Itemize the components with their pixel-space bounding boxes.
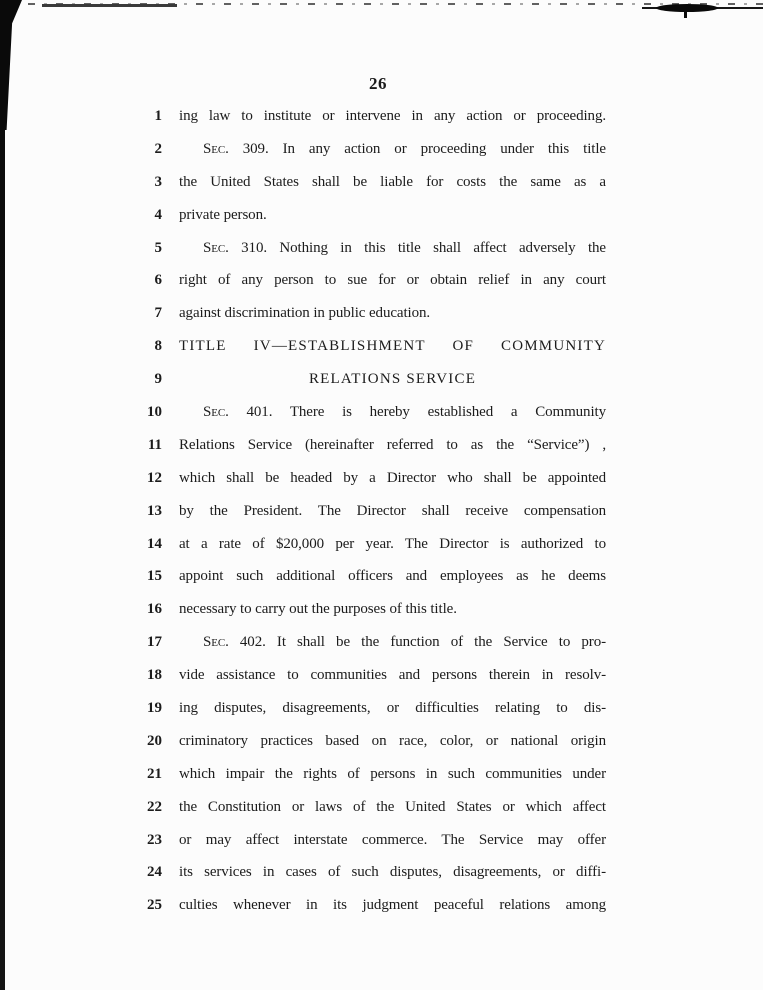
document-line bbox=[116, 396, 606, 429]
document-line bbox=[116, 232, 606, 265]
scan-noise-top-right-tick bbox=[684, 10, 687, 18]
document-line bbox=[116, 528, 606, 561]
line-number: 13 bbox=[147, 502, 162, 519]
document-line bbox=[116, 495, 606, 528]
line-number: 4 bbox=[154, 206, 162, 223]
document-line bbox=[116, 297, 606, 330]
line-text: ing law to institute or intervene in any action or proceeding. bbox=[179, 108, 606, 124]
line-text: the Constitution or laws of the United States or which affect bbox=[179, 798, 606, 815]
line-text: Sec. 310. Nothing in this title shall affect adversely the bbox=[203, 239, 606, 256]
line-number: 18 bbox=[147, 667, 162, 684]
document-line bbox=[116, 889, 606, 922]
document-line bbox=[116, 166, 606, 199]
line-text: by the President. The Director shall receive compensation bbox=[179, 502, 606, 519]
document-line bbox=[116, 429, 606, 462]
scan-noise-top-right-blob bbox=[656, 4, 718, 12]
line-text: necessary to carry out the purposes of this title. bbox=[179, 601, 457, 618]
line-text: Relations Service (hereinafter referred to as the “Service”) , bbox=[179, 436, 606, 453]
line-number: 14 bbox=[147, 535, 162, 552]
document-line bbox=[116, 199, 606, 232]
line-number: 6 bbox=[154, 272, 162, 289]
line-number: 12 bbox=[147, 469, 162, 486]
scan-edge-left-strip bbox=[0, 0, 5, 990]
line-text: appoint such additional officers and employees as he deems bbox=[179, 568, 606, 585]
line-number: 5 bbox=[154, 239, 162, 256]
line-number: 8 bbox=[154, 338, 162, 355]
document-line bbox=[116, 824, 606, 857]
line-text: against discrimination in public education. bbox=[179, 305, 431, 322]
line-text: Sec. 309. In any action or proceeding under this title bbox=[203, 140, 606, 157]
line-text: the United States shall be liable for costs the same as a bbox=[179, 173, 606, 190]
line-number: 21 bbox=[147, 765, 162, 782]
document-line bbox=[116, 856, 606, 889]
line-text: criminatory practices based on race, color, or national origin bbox=[179, 732, 606, 749]
line-number: 7 bbox=[154, 305, 162, 322]
document-line bbox=[116, 758, 606, 791]
document-line bbox=[116, 593, 606, 626]
line-number: 9 bbox=[154, 371, 162, 388]
line-number: 17 bbox=[147, 634, 162, 651]
line-text: right of any person to sue for or obtain relief in any court bbox=[179, 272, 606, 289]
document-line bbox=[116, 725, 606, 758]
line-number: 19 bbox=[147, 700, 162, 717]
line-text: ing disputes, disagreements, or difficulties relating to dis- bbox=[179, 700, 606, 717]
document-line bbox=[116, 330, 606, 363]
line-text: at a rate of $20,000 per year. The Director is authorized to bbox=[179, 535, 606, 552]
line-text: which shall be headed by a Director who shall be appointed bbox=[179, 469, 606, 486]
section-label: Sec. bbox=[203, 634, 229, 651]
line-text: private person. bbox=[179, 206, 267, 223]
line-number: 3 bbox=[154, 173, 162, 190]
line-number: 25 bbox=[147, 897, 162, 914]
document-line bbox=[116, 791, 606, 824]
document-line bbox=[116, 133, 606, 166]
section-label: Sec. bbox=[203, 404, 229, 421]
document-line bbox=[116, 659, 606, 692]
document-body bbox=[116, 100, 606, 922]
document-line bbox=[116, 100, 606, 133]
line-number: 23 bbox=[147, 831, 162, 848]
line-number: 20 bbox=[147, 732, 162, 749]
line-text: which impair the rights of persons in such communities under bbox=[179, 765, 606, 782]
document-line bbox=[116, 560, 606, 593]
line-text: or may affect interstate commerce. The Service may offer bbox=[179, 831, 606, 848]
line-text: culties whenever in its judgment peaceful relations among bbox=[179, 897, 606, 914]
page-number: 26 bbox=[369, 74, 387, 93]
document-line bbox=[116, 462, 606, 495]
document-line bbox=[116, 363, 606, 396]
section-label: Sec. bbox=[203, 140, 229, 157]
line-number: 11 bbox=[147, 436, 162, 453]
document-line bbox=[116, 692, 606, 725]
line-number: 16 bbox=[147, 601, 162, 618]
scan-noise-top-left bbox=[42, 4, 177, 7]
line-text: TITLE IV—ESTABLISHMENT OF COMMUNITY bbox=[179, 338, 606, 355]
line-text: RELATIONS SERVICE bbox=[308, 371, 477, 388]
line-text: vide assistance to communities and persons therein in resolv- bbox=[179, 667, 606, 684]
line-number: 22 bbox=[147, 798, 162, 815]
line-number: 10 bbox=[147, 404, 162, 421]
line-number: 2 bbox=[154, 140, 162, 157]
line-number: 15 bbox=[147, 568, 162, 585]
line-number: 24 bbox=[147, 864, 162, 881]
scan-edge-corner-wedge bbox=[0, 0, 22, 130]
line-text: Sec. 401. There is hereby established a Community bbox=[203, 404, 606, 421]
document-line bbox=[116, 264, 606, 297]
line-text: its services in cases of such disputes, disagreements, or diffi- bbox=[179, 864, 606, 881]
line-text: Sec. 402. It shall be the function of the Service to pro- bbox=[203, 634, 606, 651]
line-number: 1 bbox=[154, 108, 162, 124]
document-line bbox=[116, 626, 606, 659]
section-label: Sec. bbox=[203, 239, 229, 256]
